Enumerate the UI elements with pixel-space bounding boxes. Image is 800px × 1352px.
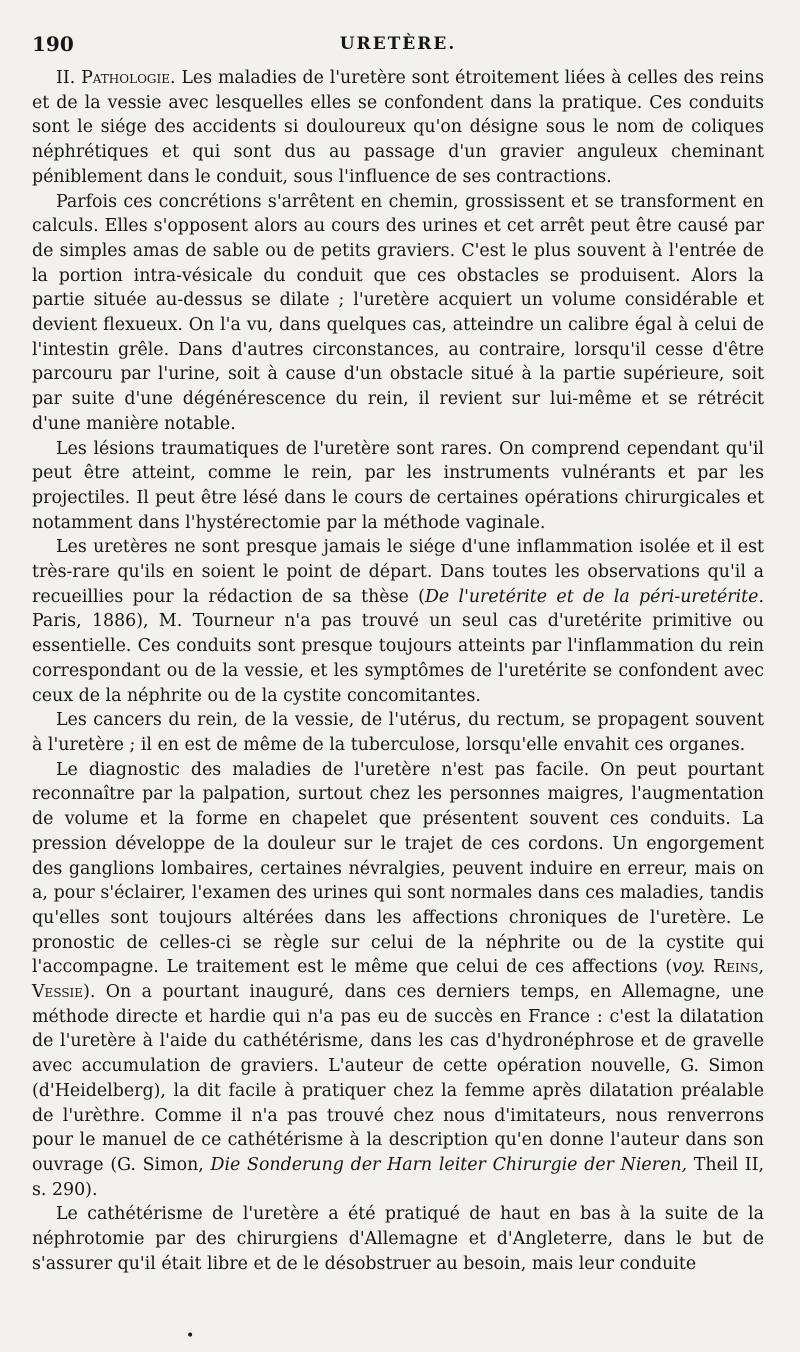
paragraph-pathologie <box>32 66 764 190</box>
separator: , <box>758 957 764 978</box>
paragraph-inflammation <box>32 535 764 708</box>
paragraph-catheterisme: Le cathétérisme de l'uretère a été pratiqué de haut en bas à la suite de la néphrotomie par des chirurgiens d'Allemagne et d'Angleterre, dans le but de s'assurer qu'il était libre et de le désobstruer au besoin, mais leur conduite <box>32 1204 764 1274</box>
paragraph-cancers: Les cancers du rein, de la vessie, de l'utérus, du rectum, se propagent souvent à l'uretère ; il en est de même de la tuberculose, lorsqu'elle envahit ces organes. <box>32 710 764 755</box>
paragraph-text: ). On a pourtant inauguré, dans ces derniers temps, en Allemagne, une méthode directe et hardie qui n'a pas eu de succès en France : c'est la dilatation de l'uretère à l'aide du cathétérisme, dans les cas d'hydronéphrose et de gravelle avec accumulation de graviers. L'auteur de cette opération nouvelle, G. Simon (d'Heidelberg), la dit facile à pratiquer chez la femme après dilatation préalable de l'urèthre. Comme il n'a pas trouvé chez nous d'imitateurs, nous renverrons pour le manuel de ce cathétérisme à la description qu'en donne l'auteur dans son ouvrage (G. Simon, <box>32 982 764 1175</box>
cross-ref-vessie: Vessie <box>32 982 84 1003</box>
paragraph-text: Le diagnostic des maladies de l'uretère n'est pas facile. On peut pourtant reconnaître par la palpation, surtout chez les personnes maigres, l'augmentation de volume et la forme en chapelet que présentent souvent ces conduits. La pression développe de la douleur sur le trajet de ces cordons. Un engorgement des ganglions lombaires, certaines névralgies, peuvent induire en erreur, mais on a, pour s'éclairer, l'examen des urines qui sont normales dans ces maladies, tandis qu'elles sont toujours altérées dans les affections chroniques de l'uretère. Le pronostic de celles-ci se règle sur celui de la néphrite ou de la cystite qui l'accompagne. Le traitement est le même que celui de ces affections ( <box>32 759 764 978</box>
cross-ref-reins: Reins <box>713 957 759 978</box>
paragraph-lesions: Les lésions traumatiques de l'uretère sont rares. On comprend cependant qu'il peut être atteint, comme le rein, par les instruments vulnérants et par les projectiles. Il peut être lésé dans le cours de certaines opérations chirurgicales et notamment dans l'hystérectomie par la méthode vaginale. <box>32 438 764 533</box>
paragraph-text: Les maladies de l'uretère sont étroitement liées à celles des reins et de la vessie avec lesquelles elles se confondent dans la pratique. Ces conduits sont le siége des accidents si douloureux qu'on désigne sous le nom de coliques néphrétiques et qui sont dus au passage d'un gravier anguleux cheminant péniblement dans le conduit, sous l'influence de ses contractions. <box>32 68 764 187</box>
footer-mark: • <box>186 1328 195 1344</box>
body-text <box>32 66 764 1276</box>
section-heading: II. Pathologie. <box>56 68 176 88</box>
paragraph-calculs: Parfois ces concrétions s'arrêtent en chemin, grossissent et se transforment en calculs. Elles s'opposent alors au cours des urines et cet arrêt peut être causé par de simples amas de sable ou de petits graviers. C'est le plus souvent à l'entrée de la portion intra-vésicale du conduit que ces obstacles se produisent. Alors la partie située au-dessus se dilate ; l'uretère acquiert un volume considérable et devient flexueux. On l'a vu, dans quelques cas, atteindre un calibre égal à celui de l'intestin grêle. Dans d'autres circonstances, au contraire, lorsqu'il cesse d'être parcouru par l'urine, soit à cause d'un obstacle situé à la partie supérieure, soit par suite d'une dégénérescence du rein, il revient sur lui-même et se rétrécit d'une manière notable. <box>32 191 764 434</box>
page-number: 190 <box>32 32 74 56</box>
paragraph-text: Les uretères ne sont presque jamais le siége d'une inflammation isolée et il est très-rare qu'ils en soient le point de départ. Dans toutes les observations qu'il a recueillies pour la rédaction de sa thèse ( <box>32 537 764 607</box>
thesis-title: De l'uretérite et de la péri-uretérite. <box>424 586 764 607</box>
paragraph-diagnostic <box>32 758 764 1203</box>
paragraph-text: Paris, 1886), M. Tourneur n'a pas trouvé un seul cas d'uretérite primitive ou essentielle. Ces conduits sont presque toujours atteints par l'inflammation du rein correspondant ou de la vessie, et les symptômes de l'uretérite se confondent avec ceux de la néphrite ou de la cystite concomitantes. <box>32 611 764 706</box>
running-title: URETÈRE. <box>339 34 457 54</box>
paragraph-text: Theil II, s. 290). <box>32 1154 764 1200</box>
book-title: Die Sonderung der Harn leiter Chirurgie der Nieren, <box>210 1154 688 1175</box>
page-header <box>32 32 764 58</box>
voy-abbrev: voy. <box>672 957 706 978</box>
